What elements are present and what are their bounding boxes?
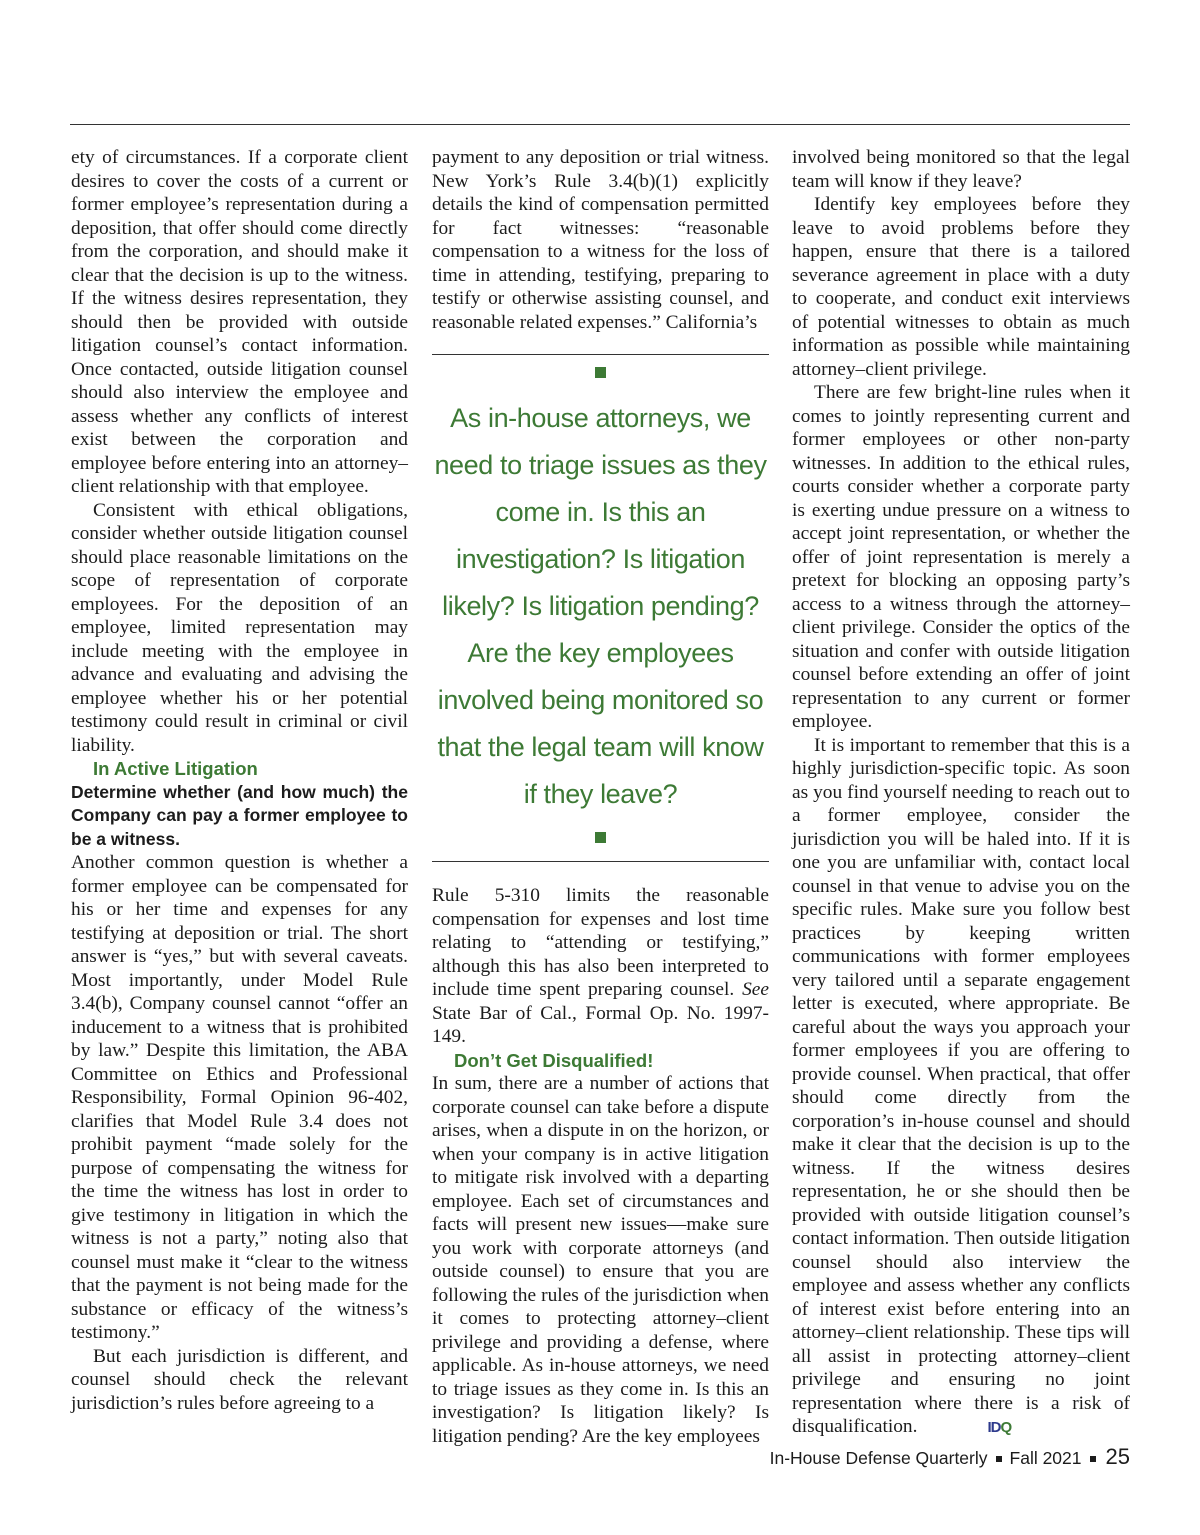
column-1 [71, 146, 408, 1415]
footer-separator-icon [1090, 1456, 1096, 1462]
paragraph-text: It is important to remember that this is a highly jurisdiction-specific topic. As soon as you find yourself needing to reach out to a former employee, consider the jurisdiction you will be haled into. If it is one you are unfamiliar with, contact local counsel in that venue to advise you on the specific rules. Make sure you follow best practices by keeping written communications with former employees very tailored until a separate engagement letter is executed, where appropriate. Be careful about the ways you approach your former employees if you are offering to provide counsel. When practical, that offer should come directly from the corporation’s in-house counsel and should make it clear that the decision is up to the witness. If the witness desires representation, he or she should then be provided with outside litigation counsel’s contact information. Then outside litigation counsel should also interview the employee and assess whether any conflicts of interest exist before entering into an attorney–client relationship. These tips will all assist in protecting attorney–client privilege and ensuring no joint representation where there is a risk of disqualification. [792, 734, 1130, 1437]
paragraph: In sum, there are a number of actions that corporate counsel can take before a dispute arises, when a dispute in on the horizon, or when your company is in active litigation to mitigate risk involved with a departing employee. Each set of circumstances and facts will present new issues—make sure you work with corporate attorneys (and outside counsel) to ensure that you are following the rules of the jurisdiction when it comes to protecting attorney–client privilege and providing a defense, where applicable. As in-house attorneys, we need to triage issues as they come in. Is this an investigation? Is litigation likely? Is litigation pending? Are the key employees [432, 1073, 769, 1447]
paragraph: ety of circumstances. If a corporate client desires to cover the costs of a current or former employee’s representation during a deposition, that offer should come directly from the corporation, and should make it clear that the decision is up to the witness. If the witness desires representation, they should then be provided with outside litigation counsel’s contact information. Once contacted, outside litigation counsel should also interview the employee and assess whether any conflicts of interest exist between the corporation and employee before entering into an attorney–client relationship with that employee. [71, 147, 408, 497]
paragraph: involved being monitored so that the legal team will know if they leave? [792, 147, 1130, 192]
page-number: 25 [1105, 1444, 1130, 1469]
paragraph: There are few bright-line rules when it comes to jointly representing current and former employees or other non-party witnesses. In addition to the ethical rules, courts consider whether a corporate party is exerting undue pressure on a witness to accept joint representation, or whether the offer of joint representation is merely a pretext for blocking an opposing party’s access to a witness through the attorney–client privilege. Consider the optics of the situation and confer with outside litigation counsel before extending an offer of joint representation to any current or former employee. [792, 382, 1130, 732]
section-heading-disqualified: Don’t Get Disqualified! [454, 1049, 654, 1071]
pull-quote [432, 354, 769, 862]
pull-quote-text: As in-house attorneys, we need to triage issues as they come in. Is this an investigation? Is litigation likely? Is litigation pending? Are the key employees involved being monitored so that the legal team will know if they leave? [434, 402, 767, 809]
square-bullet-icon [595, 367, 606, 378]
column-2 [432, 146, 769, 1448]
square-bullet-icon [595, 832, 606, 843]
subheading-witness-payment: Determine whether (and how much) the Company can pay a former employee to be a witness. [71, 781, 408, 849]
paragraph: But each jurisdiction is different, and counsel should check the relevant jurisdiction’s rules before agreeing to a [71, 1345, 408, 1414]
footer-separator-icon [996, 1456, 1002, 1462]
issue-label: Fall 2021 [1009, 1448, 1082, 1468]
top-rule [70, 124, 1130, 125]
paragraph [432, 884, 769, 1049]
citation-text: State Bar of Cal., Formal Op. No. 1997-149. [432, 1002, 769, 1047]
section-heading-active-litigation: In Active Litigation [93, 758, 258, 779]
see-signal: See [742, 979, 769, 1000]
column-3 [792, 146, 1130, 1440]
publication-name: In-House Defense Quarterly [769, 1448, 988, 1468]
paragraph: Identify key employees before they leave to avoid problems before they happen, ensure that there is a tailored severance agreement in place with a duty to cooperate, and conduct exit interviews of potential witnesses to obtain as much information as possible while maintaining attorney–client privilege. [792, 194, 1130, 380]
idq-end-mark-icon: IDQ [987, 1419, 1012, 1436]
paragraph: Another common question is whether a former employee can be compensated for his or her time and expenses for any testifying at deposition or trial. The short answer is “yes,” but with several caveats. Most importantly, under Model Rule 3.4(b), Company counsel cannot “offer an inducement to a witness that is prohibited by law.” Despite this limitation, the ABA Committee on Ethics and Professional Responsibility, Formal Opinion 96-402, clarifies that Model Rule 3.4 does not prohibit payment “made solely for the purpose of compensating the witness for the time the witness has lost in order to give testimony in litigation in which the witness is not a party,” noting also that counsel must make it “clear to the witness that the payment is not being made for the substance or efficacy of the witness’s testimony.” [71, 852, 408, 1343]
paragraph [792, 734, 1130, 1440]
page-footer [770, 1444, 1130, 1470]
paragraph: Consistent with ethical obligations, consider whether outside litigation counsel should place reasonable limitations on the scope of representation of corporate employees. For the deposition of an employee, limited representation may include meeting with the employee in advance and evaluating and advising the employee whether his or her potential testimony could result in criminal or civil liability. [71, 499, 408, 756]
paragraph: payment to any deposition or trial witness. New York’s Rule 3.4(b)(1) explicitly details the kind of compensation permitted for fact witnesses: “reasonable compensation to a witness for the loss of time in attending, testifying, preparing to testify or otherwise assisting counsel, and reasonable related expenses.” California’s [432, 147, 769, 333]
paragraph-text: Rule 5-310 limits the reasonable compensation for expenses and lost time relating to “attending or testifying,” although this has also been interpreted to include time spent preparing counsel. [432, 885, 769, 1000]
